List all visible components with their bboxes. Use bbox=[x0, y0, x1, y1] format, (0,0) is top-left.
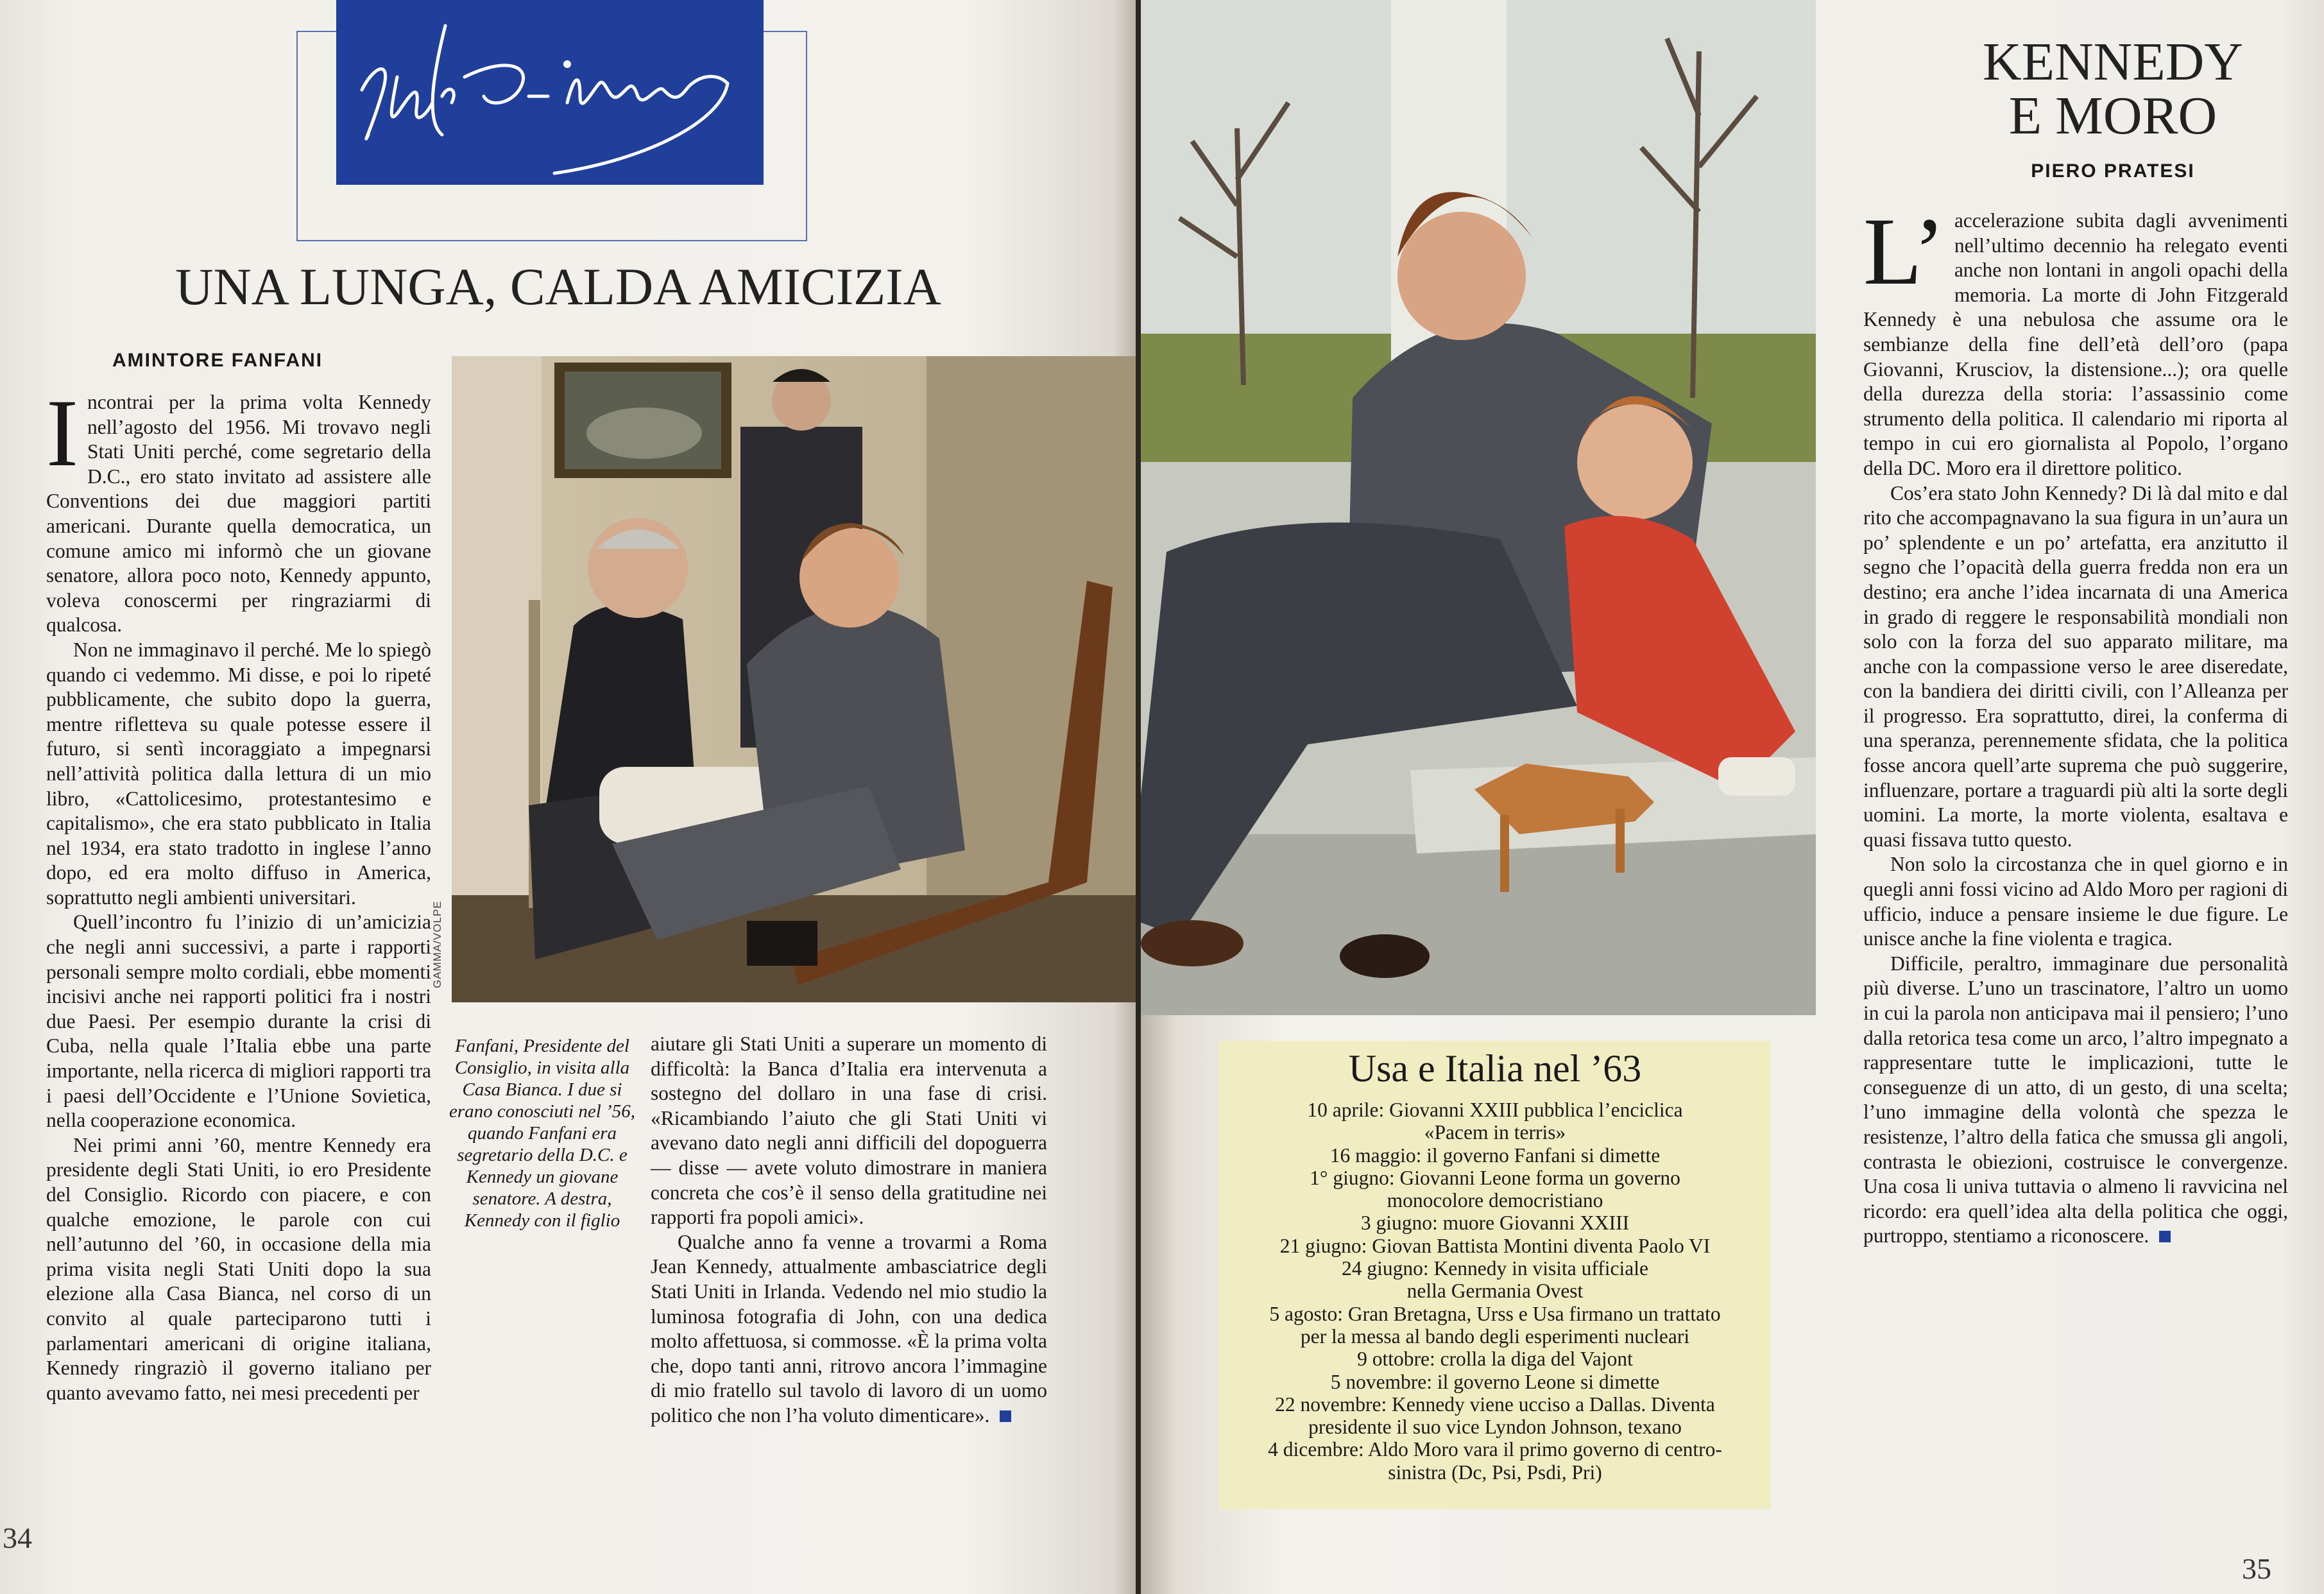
photo-illustration-icon bbox=[1141, 0, 1816, 1015]
timeline-line: 5 novembre: il governo Leone si dimette bbox=[1330, 1370, 1660, 1393]
kennedy-signature-icon bbox=[336, 0, 764, 185]
right-page bbox=[1141, 0, 2324, 1594]
end-mark-icon bbox=[1000, 1410, 1011, 1422]
byline: AMINTORE FANFANI bbox=[112, 350, 323, 371]
paragraph: Nei primi anni ’60, mentre Kennedy era presidente degli Stati Uniti, io ero Presidente del Consiglio. Ricordo con piacere, e con qualche emozione, le parole con cui nell’autunno del ’60, in occasione della mia prima visita negli Stati Uniti dopo la sua elezione alla Casa Bianca, nel corso di un convito al quale parteciparono tutti i parlamentari americani di origine italiana, Kennedy ringraziò il governo italiano per quanto avevamo fatto, nei mesi precedenti per bbox=[46, 1133, 431, 1404]
timeline-line: 10 aprile: Giovanni XXIII pubblica l’enciclica bbox=[1307, 1099, 1683, 1121]
photo-fanfani-kennedy bbox=[452, 356, 1136, 1002]
timeline-line: 24 giugno: Kennedy in visita ufficiale bbox=[1342, 1257, 1648, 1280]
timeline-line: 21 giugno: Giovan Battista Montini diventa Paolo VI bbox=[1279, 1234, 1711, 1257]
page-number: 35 bbox=[2242, 1552, 2271, 1585]
paragraph bbox=[1863, 952, 2288, 1249]
timeline-line: «Pacem in terris» bbox=[1424, 1121, 1566, 1144]
timeline-box bbox=[1219, 1041, 1771, 1509]
headline: UNA LUNGA, CALDA AMICIZIA bbox=[175, 257, 941, 316]
timeline-line: 1° giugno: Giovanni Leone forma un governo bbox=[1310, 1166, 1680, 1189]
paragraph: Non solo la circostanza che in quel giorno e in quegli anni fossi vicino ad Aldo Moro per ragioni di ufficio, induce a pensare insieme le due figure. Le unisce anche la fine violenta e tragica. bbox=[1863, 853, 2288, 950]
photo-kennedy-son bbox=[1141, 0, 1816, 1015]
photo-illustration-icon bbox=[452, 356, 1136, 1002]
timeline-line: 3 giugno: muore Giovanni XXIII bbox=[1360, 1212, 1630, 1235]
photo-credit: GAMMA/VOLPE bbox=[431, 900, 443, 988]
article-column-1 bbox=[46, 380, 431, 1500]
timeline-line: 4 dicembre: Aldo Moro vara il primo governo di centro- bbox=[1268, 1438, 1722, 1461]
article-column-2 bbox=[651, 1032, 1047, 1513]
timeline-line: 16 maggio: il governo Fanfani si dimette bbox=[1329, 1144, 1661, 1167]
byline: PIERO PRATESI bbox=[2031, 160, 2195, 182]
paragraph: Non ne immaginavo il perché. Me lo spiegò quando ci vedemmo. Mi disse, e poi lo ripeté pubblicamente, che subito dopo la guerra, mentre rifletteva su quale potesse essere il futuro, si sentì incoraggiato a impegnarsi nell’attività politica dalla lettura di un mio libro, «Cattolicesimo, protestantesimo e capitalismo», che era stato pubblicato in Italia nel 1934, era stato tradotto in inglese l’anno dopo, ed era molto diffuso in America, soprattutto negli ambienti universitari. bbox=[46, 638, 431, 909]
left-page bbox=[0, 0, 1136, 1594]
paragraph: aiutare gli Stati Uniti a superare un momento di difficoltà: la Banca d’Italia era intervenuta a sostegno del dollaro in una fase di crisi. «Ricambiando l’aiuto che gli Stati Uniti vi avevano dato negli anni difficili del dopoguerra — disse — avete voluto dimostrare in maniera concreta che cos’è il senso della gratitudine nei rapporti fra popoli amici». bbox=[651, 1033, 1047, 1229]
timeline-line: nella Germania Ovest bbox=[1406, 1280, 1584, 1303]
timeline-list bbox=[1219, 1099, 1771, 1484]
timeline-line: per la messa al bando degli esperimenti nucleari bbox=[1300, 1324, 1690, 1348]
paragraph bbox=[651, 1230, 1047, 1428]
timeline-line: presidente il suo vice Lyndon Johnson, texano bbox=[1308, 1416, 1682, 1439]
timeline-title: Usa e Italia nel ’63 bbox=[1348, 1047, 1642, 1090]
page-number: 34 bbox=[3, 1521, 32, 1554]
paragraph: Quell’incontro fu l’inizio di un’amicizia che negli anni successivi, a parte i rapporti personali sempre molto cordiali, ebbe momenti incisivi anche nei rapporti politici fra i nostri due Paesi. Per esempio durante la crisi di Cuba, nella quale l’Italia ebbe una parte importante, nella ricerca di migliori rapporti tra i paesi dell’Occidente e l’Unione Sovietica, nella cooperazione economica. bbox=[46, 911, 431, 1132]
timeline-line: 22 novembre: Kennedy viene ucciso a Dallas. Diventa bbox=[1275, 1393, 1715, 1416]
timeline-line: 9 ottobre: crolla la diga del Vajont bbox=[1357, 1348, 1633, 1371]
headline-line-2: E MORO bbox=[2008, 86, 2217, 146]
paragraph-text: Difficile, peraltro, immaginare due personalità più diverse. L’uno un trascinatore, l’altro un uomo in cui la parola non anticipava mai il pensiero; l’uno dalla retorica tesa come un arco, l’altro impegnato a rappresentare tutte le implicazioni, tutte le conseguenze di un atto, di un gesto, di una scelta; l’uno immagine della volontà che spezza le resistenze, l’altro della fatica che smussa gli angoli, contrasta le obiezioni, costruisce le convergenze. Una cosa li univa tuttavia o almeno li ravvicina nel ricordo: era quell’idea alta della politica che oggi, purtroppo, stentiamo a riconoscere. bbox=[1863, 952, 2288, 1247]
end-mark-icon bbox=[2159, 1231, 2171, 1242]
paragraph: Cos’era stato John Kennedy? Di là dal mito e dal rito che accompagnavano la sua figura in un’aura un po’ splendente e un po’ artefatta, era anzitutto il segno che l’opacità della guerra fredda non era un destino; era anche l’idea incarnata di una America in grado di reggere le responsabilità mondiali non solo con la forza del suo apparato militare, ma anche con la compassione verso le aree diseredate, con la bandiera dei diritti civili, con l’Alleanza per il progresso. Era soprattutto, direi, la conferma di una speranza, perennemente sfidata, che la politica fosse ancora quell’arte suprema che può suggerire, influenzare, portare a traguardi più alti la sorte degli uomini. La morte, la morte violenta, esaltava e quasi fissava tutto questo. bbox=[1863, 481, 2288, 851]
dropcap: I bbox=[46, 380, 78, 486]
article-column bbox=[1863, 198, 2288, 1537]
signature-block bbox=[336, 0, 764, 185]
paragraph: accelerazione subita dagli avvenimenti nell’ultimo decennio ha relegato eventi anche non lontani in angoli opachi della memoria. La morte di John Fitzgerald Kennedy è una nebulosa che assume ora le sembianze della fine dell’età dell’oro (papa Giovanni, Krusciov, la distensione...); ora quelle della durezza della storia: l’assassinio come strumento della politica. Il calendario mi riporta al tempo in cui ero giornalista al Popolo, l’organo della DC. Moro era il direttore politico. bbox=[1863, 209, 2288, 479]
timeline-line: 5 agosto: Gran Bretagna, Urss e Usa firmano un trattato bbox=[1269, 1302, 1721, 1325]
headline-line-1: KENNEDY bbox=[1983, 32, 2243, 92]
paragraph-text: Qualche anno fa venne a trovarmi a Roma Jean Kennedy, attualmente ambasciatrice degli Stati Uniti in Irlanda. Vedendo nel mio studio la luminosa fotografia di John, con una dedica molto affettuosa, si commosse. «È la prima volta che, dopo tanti anni, ritrovo ancora l’immagine di mio fratello sul tavolo di lavoro di un uomo politico che non l’ha voluto dimenticare». bbox=[651, 1230, 1047, 1427]
dropcap: L’ bbox=[1863, 198, 1945, 305]
timeline-line: sinistra (Dc, Psi, Psdi, Pri) bbox=[1388, 1461, 1602, 1484]
photo-caption: Fanfani, Presidente del Consiglio, in visita alla Casa Bianca. I due si erano conosciuti nel ’56, quando Fanfani era segretario della D.C. e Kennedy un giovane senatore. A destra, Kennedy con il figlio bbox=[449, 1036, 635, 1231]
timeline-line: monocolore democristiano bbox=[1387, 1189, 1603, 1212]
paragraph: ncontrai per la prima volta Kennedy nell’agosto del 1956. Mi trovavo negli Stati Uniti perché, come segretario della D.C., ero stato invitato ad assistere alle Conventions dei due maggiori partiti americani. Durante quella democratica, un comune amico mi informò che un giovane senatore, allora poco noto, Kennedy appunto, voleva conoscermi per ringraziarmi di qualcosa. bbox=[46, 391, 431, 637]
